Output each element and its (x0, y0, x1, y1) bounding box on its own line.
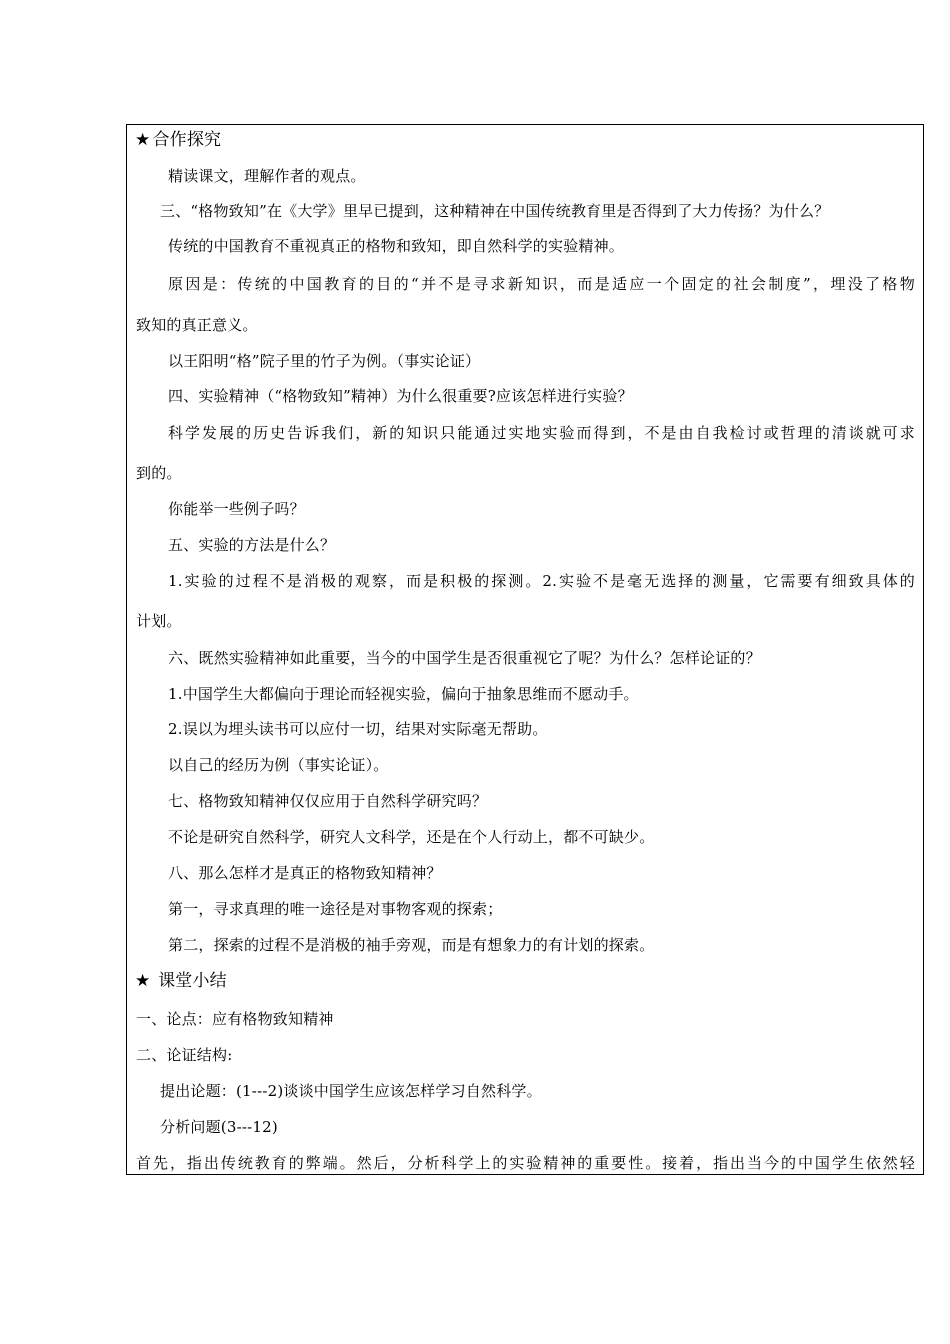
paragraph-line: 2.误以为埋头读书可以应付一切，结果对实际毫无帮助。 (168, 720, 548, 738)
paragraph-line: 第二，探索的过程不是消极的袖手旁观，而是有想象力的有计划的探索。 (168, 936, 655, 954)
paragraph-line: 1.中国学生大都偏向于理论而轻视实验，偏向于抽象思维而不愿动手。 (168, 685, 639, 703)
paragraph-line: 致知的真正意义。 (136, 316, 258, 334)
star-icon: ★ (135, 971, 151, 991)
paragraph-line: 你能举一些例子吗？ (168, 500, 305, 518)
summary-line: 分析问题(3---12) (160, 1118, 278, 1136)
question-8: 八、那么怎样才是真正的格物致知精神？ (168, 864, 442, 882)
question-7: 七、格物致知精神仅仅应用于自然科学研究吗？ (168, 792, 488, 810)
paragraph-line: 第一，寻求真理的唯一途径是对事物客观的探索； (168, 900, 503, 918)
paragraph-line: 到的。 (136, 464, 182, 482)
paragraph-line: 不论是研究自然科学，研究人文科学，还是在个人行动上，都不可缺少。 (168, 828, 655, 846)
heading-text: 合作探究 (152, 130, 222, 150)
summary-line: 提出论题：(1---2)谈谈中国学生应该怎样学习自然科学。 (160, 1082, 542, 1100)
paragraph-line: 原因是：传统的中国教育的目的“并不是寻求新知识，而是适应一个固定的社会制度”，埋没了格物 (168, 275, 915, 293)
paragraph-line: 1.实验的过程不是消极的观察，而是积极的探测。2.实验不是毫无选择的测量，它需要有细致具体的 (168, 572, 915, 590)
paragraph-line: 以自己的经历为例（事实论证）。 (168, 756, 389, 774)
question-5: 五、实验的方法是什么？ (168, 536, 336, 554)
section-heading-cooperative-inquiry (135, 129, 915, 151)
heading-text: 课堂小结 (158, 971, 227, 991)
section-heading-summary (135, 970, 915, 992)
lesson-table-cell (126, 124, 924, 1175)
paragraph-line: 科学发展的历史告诉我们，新的知识只能通过实地实验而得到，不是由自我检讨或哲理的清谈就可求 (168, 424, 915, 442)
question-4: 四、实验精神（“格物致知”精神）为什么很重要?应该怎样进行实验？ (168, 387, 633, 405)
summary-line: 二、论证结构: (136, 1046, 233, 1064)
summary-line: 首先，指出传统教育的弊端。然后，分析科学上的实验精神的重要性。接着，指出当今的中国学生依然轻 (136, 1154, 915, 1172)
paragraph-line: 计划。 (136, 612, 182, 630)
question-3: 三、“格物致知”在《大学》里早已提到，这种精神在中国传统教育里是否得到了大力传扬？为什么？ (160, 202, 830, 220)
star-icon: ★ (135, 130, 151, 150)
paragraph-line: 以王阳明“格”院子里的竹子为例。（事实论证） (168, 352, 481, 370)
question-6: 六、既然实验精神如此重要，当今的中国学生是否很重视它了呢？为什么？怎样论证的？ (168, 649, 761, 667)
summary-line: 一、论点：应有格物致知精神 (136, 1010, 334, 1028)
paragraph-line: 传统的中国教育不重视真正的格物和致知，即自然科学的实验精神。 (168, 237, 625, 255)
paragraph-line: 精读课文，理解作者的观点。 (168, 167, 366, 185)
